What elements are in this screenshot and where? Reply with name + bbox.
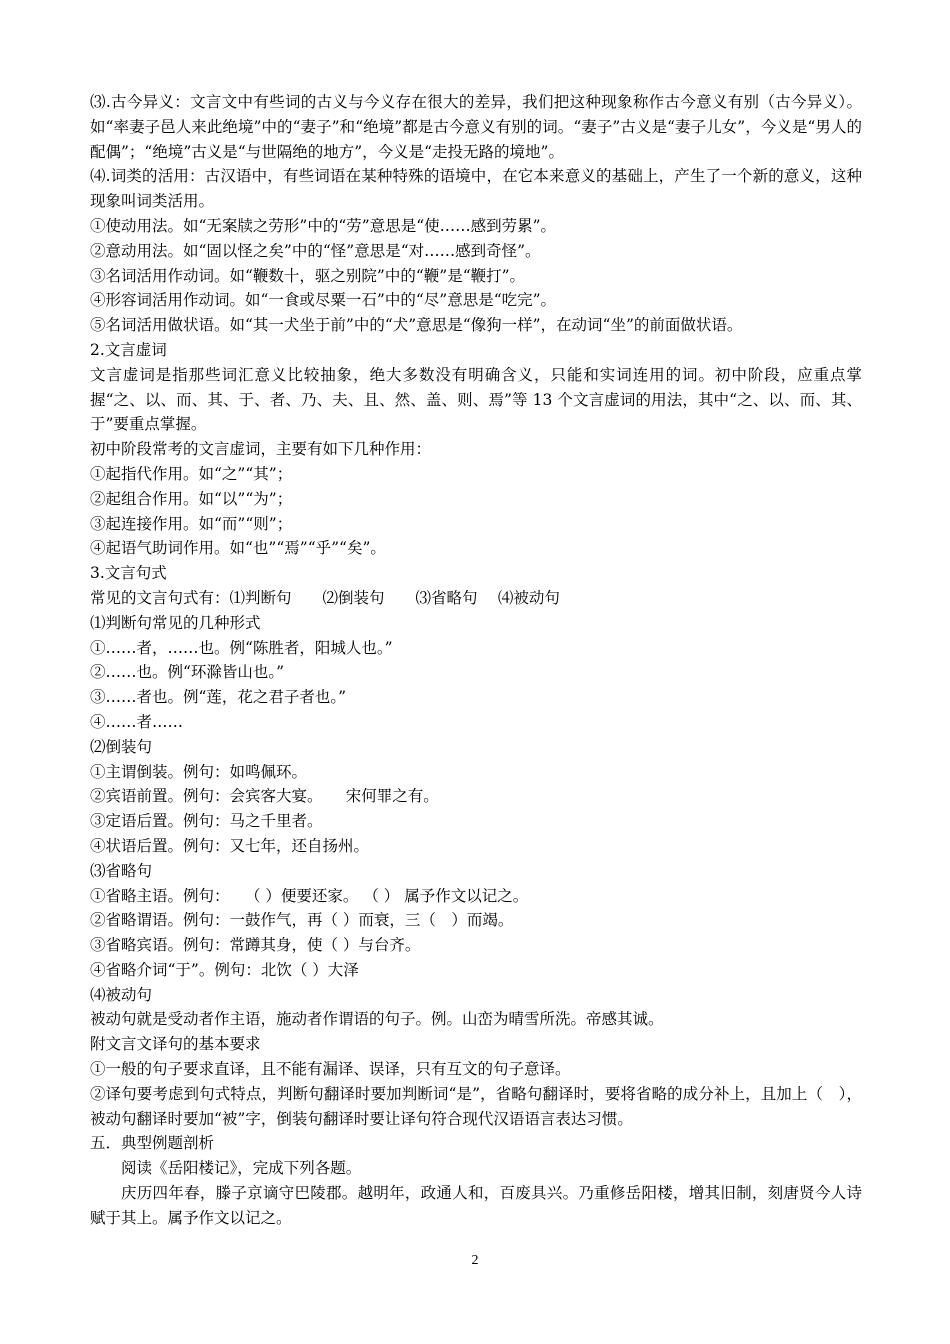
text-line: ①一般的句子要求直译，且不能有漏译、误译，只有互文的句子意译。 [90,1060,571,1079]
text-line: ②省略谓语。例句：一鼓作气，再（ ）而衰，三（ ）而竭。 [90,911,514,930]
text-line: ②意动用法。如“固以怪之矣”中的“怪”意思是“对……感到奇怪”。 [90,241,541,260]
text-line: ②起组合作用。如“以”“为”； [90,489,293,508]
text-line: ①起指代作用。如“之”“其”； [90,464,293,483]
text-line: ④状语后置。例句：又七年，还自扬州。 [90,836,370,855]
text-line: ⑶省略句 [90,861,153,880]
text-line: 文言虚词是指那些词汇意义比较抽象，绝大多数没有明确含义，只能和实词连用的词。初中阶段，应重点掌握“之、以、而、其、于、者、乃、夫、且、然、盖、则、焉”等 13 个文言虚词的用法，其中“之、以、而、其、于”要重点掌握。 [90,365,862,434]
text-line: ④……者…… [90,712,184,731]
text-line: ⑷.词类的活用：古汉语中，有些词语在某种特殊的语境中，在它本来意义的基础上，产生了一个新的意义，这种现象叫词类活用。 [90,167,862,211]
text-line: ②宾语前置。例句：会宾客大宴。 宋何罪之有。 [90,787,439,806]
text-line: 五．典型例题剖析 [90,1134,215,1153]
text-line: ④起语气助词作用。如“也”“焉”“乎”“矣”。 [90,539,386,558]
text-line: ⑤名词活用做状语。如“其一犬坐于前”中的“犬”意思是“像狗一样”，在动词“坐”的前面做状语。 [90,316,743,335]
text-line: 阅读《岳阳楼记》，完成下列各题。 [121,1159,362,1178]
text-line: ①使动用法。如“无案牍之劳形”中的“劳”意思是“使……感到劳累”。 [90,216,557,235]
text-line: 2.文言虚词 [90,340,167,359]
text-line: ④省略介词“于”。例句：北饮（ ）大泽 [90,960,359,979]
text-line: ④形容词活用作动词。如“一食或尽粟一石”中的“尽”意思是“吃完”。 [90,291,557,310]
text-line: 附文言文译句的基本要求 [90,1035,261,1054]
page-number: 2 [471,1253,479,1268]
text-line: ⑵倒装句 [90,737,153,756]
text-line: ③……者也。例“莲，花之君子者也。” [90,688,347,707]
text-line: ②……也。例“环滁皆山也。” [90,663,285,682]
text-line: ②译句要考虑到句式特点，判断句翻译时要加判断词“是”，省略句翻译时，要将省略的成分补上，且加上（ ），被动句翻译时要加“被”字，倒装句翻译时要让译句符合现代汉语语言表达习惯。 [90,1084,862,1128]
text-line: 3.文言句式 [90,564,167,583]
body-text [90,90,862,1231]
text-line: ③起连接作用。如“而”“则”； [90,514,293,533]
text-line: ③定语后置。例句：马之千里者。 [90,812,323,831]
text-line: 初中阶段常考的文言虚词，主要有如下几种作用： [90,440,432,459]
text-line: ①省略主语。例句： （ ）便要还家。 （ ） 属予作文以记之。 [90,886,529,905]
text-line: ③名词活用作动词。如“鞭数十，驱之别院”中的“鞭”是“鞭打”。 [90,266,526,285]
text-line: ③省略宾语。例句：常蹲其身，使（ ）与台齐。 [90,936,421,955]
text-line: ⑷被动句 [90,985,153,1004]
text-line: 常见的文言句式有：⑴判断句 ⑵倒装句 ⑶省略句 ⑷被动句 [90,588,560,607]
text-line: ⑴判断句常见的几种形式 [90,613,261,632]
text-line: 庆历四年春，滕子京谪守巴陵郡。越明年，政通人和，百废具兴。乃重修岳阳楼，增其旧制，刻唐贤今人诗赋于其上。属予作文以记之。 [90,1184,862,1227]
text-line: ①……者，……也。例“陈胜者，阳城人也。” [90,638,393,657]
text-line: ⑶.古今异义：文言文中有些词的古义与今义存在很大的差异，我们把这种现象称作古今意义有别（古今异义）。如“率妻子邑人来此绝境”中的“妻子”和“绝境”都是古今意义有别的词。“妻子”古义是“妻子儿女”，今义是“男人的配偶”；“绝境”古义是“与世隔绝的地方”，今义是“走投无路的境地”。 [90,93,862,161]
text-line: ①主谓倒装。例句：如鸣佩环。 [90,762,308,781]
text-line: 被动句就是受动者作主语，施动者作谓语的句子。例。山峦为晴雪所洗。帝感其诚。 [90,1010,664,1029]
